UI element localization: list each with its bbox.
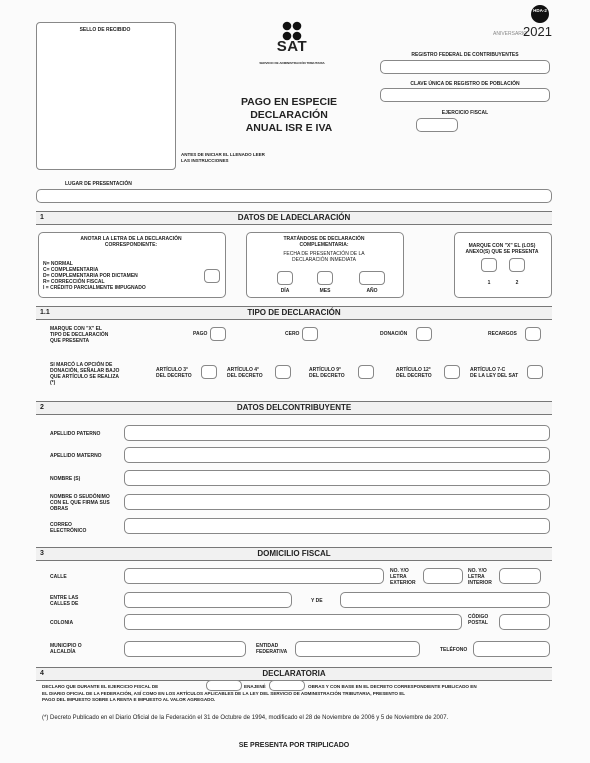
comp-title-1: TRATÁNDOSE DE DECLARACIÓN [283, 236, 365, 242]
art9-line-1: ARTÍCULO 9° [309, 367, 341, 373]
sello-recibido-box [36, 22, 176, 170]
section-1-number: 1 [40, 214, 44, 221]
anio-input[interactable] [359, 271, 385, 285]
option-correccion: R= CORRECCIÓN FISCAL [43, 279, 105, 285]
nombre-label: NOMBRE (S) [50, 476, 81, 482]
art12-line-1: ARTÍCULO 12° [396, 367, 431, 373]
section-1-title: DATOS DE LADECLARACIÓN [237, 213, 351, 222]
section-1-1-bar [36, 306, 552, 320]
exterior-label [390, 568, 416, 586]
section-1-bar [36, 211, 552, 225]
entre-calle-1-input[interactable] [124, 592, 292, 608]
section-2-title: DATOS DELCONTRIBUYENTE [236, 403, 352, 412]
declaratoria-part-b: ENAJENÉ [244, 684, 266, 689]
materno-label: APELLIDO MATERNO [50, 453, 102, 459]
art9-line-2: DEL DECRETO [309, 373, 345, 379]
comp-fecha-1: FECHA DE PRESENTACIÓN DE LA [283, 251, 365, 257]
interior-line-2: LETRA [468, 574, 485, 580]
dia-label: DÍA [280, 288, 290, 294]
si-marco-3: QUE ARTÍCULO SE REALIZA [50, 374, 119, 380]
sello-recibido-label: SELLO DE RECIBIDO [79, 27, 131, 33]
ejercicio-input[interactable] [416, 118, 458, 132]
form-code-badge [531, 5, 549, 23]
mes-input[interactable] [317, 271, 333, 285]
anexo-title-1: MARQUE CON "X" EL (LOS) [468, 243, 536, 249]
form-title [214, 96, 364, 135]
complementaria-fecha [246, 251, 402, 263]
nombre-input[interactable] [124, 470, 550, 486]
interior-label [468, 568, 492, 586]
art12-label [396, 367, 432, 379]
cp-line-2: POSTAL [468, 620, 488, 626]
si-marco-1: SI MARCÓ LA OPCIÓN DE [50, 362, 113, 368]
curp-input[interactable] [380, 88, 550, 102]
sat-logo [268, 21, 316, 61]
entidad-label [256, 643, 287, 655]
seudo-line-1: NOMBRE O SEUDÓNIMO [50, 494, 110, 500]
telefono-label: TELÉFONO [440, 647, 468, 653]
telefono-input[interactable] [473, 641, 550, 657]
cero-checkbox[interactable] [302, 327, 318, 341]
paterno-label: APELLIDO PATERNO [50, 431, 101, 437]
art9-label [309, 367, 345, 379]
complementaria-title [246, 236, 402, 248]
art7c-label [470, 367, 518, 379]
declaratoria-text [40, 682, 552, 703]
donacion-label: DONACIÓN [380, 331, 408, 337]
exterior-line-2: LETRA [390, 574, 407, 580]
anexo-box [454, 232, 552, 298]
art3-checkbox[interactable] [201, 365, 217, 379]
art7c-checkbox[interactable] [527, 365, 543, 379]
section-4-number: 4 [40, 670, 44, 677]
municipio-label [50, 643, 82, 655]
anexo-title [454, 243, 550, 255]
entidad-line-1: ENTIDAD [256, 643, 279, 649]
exterior-input[interactable] [423, 568, 463, 584]
cp-line-1: CÓDIGO [468, 614, 489, 620]
art4-checkbox[interactable] [275, 365, 291, 379]
exterior-line-1: NO. Y/O [390, 568, 409, 574]
seudo-line-2: CON EL QUE FIRMA SUS [50, 500, 110, 506]
exterior-line-3: EXTERIOR [390, 580, 416, 586]
option-complementaria: C= COMPLEMENTARIA [43, 267, 99, 273]
si-marco-4: (*) [50, 380, 56, 386]
interior-line-3: INTERIOR [468, 580, 492, 586]
calle-input[interactable] [124, 568, 384, 584]
art3-line-1: ARTÍCULO 3° [156, 367, 188, 373]
entidad-line-2: FEDERATIVA [256, 649, 288, 655]
donacion-checkbox[interactable] [416, 327, 432, 341]
anotar-title-1: ANOTAR LA LETRA DE LA DECLARACIÓN [80, 236, 182, 242]
footnote: (*) Decreto Publicado en el Diario Oficial de la Federación el 31 de Octubre de 1994, modificado el 28 de Noviembre de 2006 y 5 de Noviembre de 2007. [42, 715, 449, 721]
calle-label: CALLE [50, 574, 67, 580]
interior-line-1: NO. Y/O [468, 568, 487, 574]
anexo-1-label: 1 [487, 280, 491, 286]
art4-label [227, 367, 263, 379]
materno-input[interactable] [124, 447, 550, 463]
recargos-checkbox[interactable] [525, 327, 541, 341]
declaratoria-part-a: DECLARO QUE DURANTE EL EJERCICIO FISCAL DE [42, 684, 159, 689]
sat-logo-text: SAT [276, 38, 308, 55]
section-2-bar [36, 401, 552, 415]
art12-line-2: DEL DECRETO [396, 373, 432, 379]
year-label: 2021 [523, 24, 552, 39]
art4-line-2: DEL DECRETO [227, 373, 263, 379]
anexo-2-label: 2 [515, 280, 519, 286]
instructions-note [181, 152, 265, 163]
colonia-label: COLONIA [50, 620, 74, 626]
section-1-1-title: TIPO DE DECLARACIÓN [247, 308, 341, 317]
entre-line-2: CALLES DE [50, 601, 79, 607]
dia-input[interactable] [277, 271, 293, 285]
declaratoria-line-2: EL DIARIO OFICIAL DE LA FEDERACIÓN, ASÍ COMO EN LOS ARTÍCULOS APLICABLES DE LA LEY DEL SERVICIO DE ADMINISTRACIÓN TRIBUTARIA, PRESENTO EL [42, 691, 406, 696]
correo-input[interactable] [124, 518, 550, 534]
municipio-line-1: MUNICIPIO O [50, 643, 82, 649]
marque-tipo-label [50, 326, 108, 344]
anexo-2-checkbox[interactable] [509, 258, 525, 272]
seudonimo-input[interactable] [124, 494, 550, 510]
anexo-1-checkbox[interactable] [481, 258, 497, 272]
marque-tipo-1: MARQUE CON "X" EL [50, 326, 102, 332]
ejercicio-label: EJERCICIO FISCAL [441, 110, 489, 116]
section-3-title: DOMICILIO FISCAL [257, 549, 331, 558]
art7c-line-2: DE LA LEY DEL SAT [470, 373, 519, 379]
entre-label [50, 595, 78, 607]
paterno-input[interactable] [124, 425, 550, 441]
art7c-line-1: ARTÍCULO 7-C [470, 367, 506, 373]
section-1-1-number: 1.1 [40, 309, 50, 316]
marque-tipo-3: QUE PRESENTA [50, 338, 90, 344]
declaration-options [43, 261, 146, 291]
art4-line-1: ARTÍCULO 4° [227, 367, 259, 373]
yde-label: Y DE [311, 598, 323, 604]
lugar-label: LUGAR DE PRESENTACIÓN [65, 181, 132, 187]
obras-declaratoria-input[interactable] [269, 680, 305, 691]
anotar-title [38, 236, 224, 248]
entre-line-1: ENTRE LAS [50, 595, 79, 601]
title-line-3: ANUAL ISR E IVA [245, 122, 333, 134]
pago-label: PAGO [193, 331, 208, 337]
marque-tipo-2: TIPO DE DECLARACIÓN [50, 332, 109, 338]
art3-label [156, 367, 192, 379]
instructions-line-2: LAS INSTRUCCIONES [181, 157, 229, 163]
rfc-input[interactable] [380, 60, 550, 74]
triplicado-label: SE PRESENTA POR TRIPLICADO [238, 742, 350, 749]
art12-checkbox[interactable] [444, 365, 460, 379]
title-line-1: PAGO EN ESPECIE [240, 96, 338, 108]
si-marco-label [50, 362, 140, 386]
section-2-number: 2 [40, 404, 44, 411]
lugar-input[interactable] [36, 189, 552, 203]
correo-line-1: CORREO [50, 522, 72, 528]
rfc-label: REGISTRO FEDERAL DE CONTRIBUYENTES [411, 52, 519, 58]
comp-title-2: COMPLEMENTARIA: [299, 242, 349, 248]
sat-subtitle: SERVICIO DE ADMINISTRACIÓN TRIBUTARIA [259, 61, 325, 65]
art9-checkbox[interactable] [358, 365, 374, 379]
form-code: HDA-2 [533, 8, 547, 13]
title-line-2: DECLARACIÓN [250, 109, 328, 121]
entidad-input[interactable] [295, 641, 420, 657]
cp-label [468, 614, 488, 626]
anexo-title-2: ANEXO(S) QUE SE PRESENTA [465, 249, 539, 255]
ejercicio-declaratoria-input[interactable] [206, 680, 242, 691]
instructions-line-1: ANTES DE INICIAR EL LLENADO LEER [181, 152, 265, 157]
declaratoria-part-c: OBRAS Y CON BASE EN EL DECRETO CORRESPONDIENTE PUBLICADO EN [308, 684, 477, 689]
correo-line-2: ELECTRÓNICO [50, 528, 87, 534]
entre-calle-2-input[interactable] [340, 592, 550, 608]
option-normal: N= NORMAL [43, 261, 73, 267]
recargos-label: RECARGOS [488, 331, 517, 337]
si-marco-2: DONACIÓN, SEÑALAR BAJO [50, 368, 120, 374]
option-dictamen: D= COMPLEMENTARIA POR DICTAMEN [43, 273, 138, 279]
mes-label: MES [319, 288, 331, 294]
art3-line-2: DEL DECRETO [156, 373, 192, 379]
interior-input[interactable] [499, 568, 541, 584]
correo-label [50, 522, 86, 534]
curp-label: CLAVE ÚNICA DE REGISTRO DE POBLACIÓN [410, 81, 520, 87]
comp-fecha-2: DECLARACIÓN INMEDIATA [292, 257, 356, 263]
municipio-input[interactable] [124, 641, 246, 657]
municipio-line-2: ALCALDÍA [50, 649, 76, 655]
section-4-title: DECLARATORIA [262, 669, 326, 678]
section-3-number: 3 [40, 550, 44, 557]
declaratoria-line-3: PAGO DEL IMPUESTO SOBRE LA RENTA E IMPUESTO AL VALOR AGREGADO. [42, 697, 216, 702]
cp-input[interactable] [499, 614, 550, 630]
seudo-line-3: OBRAS [50, 506, 69, 512]
aniversario-label: ANIVERSARIO [493, 31, 528, 37]
declaratoria-line-1 [40, 682, 552, 691]
cero-label: CERO [285, 331, 300, 337]
seudonimo-label [50, 494, 110, 512]
anio-label: AÑO [366, 288, 378, 294]
colonia-input[interactable] [124, 614, 462, 630]
anotar-title-2: CORRESPONDIENTE: [104, 242, 158, 248]
section-3-bar [36, 547, 552, 561]
option-credito: I = CRÉDITO PARCIALMENTE IMPUGNADO [43, 285, 146, 291]
section-4-bar [36, 667, 552, 681]
pago-checkbox[interactable] [210, 327, 226, 341]
tipo-letra-input[interactable] [204, 269, 220, 283]
